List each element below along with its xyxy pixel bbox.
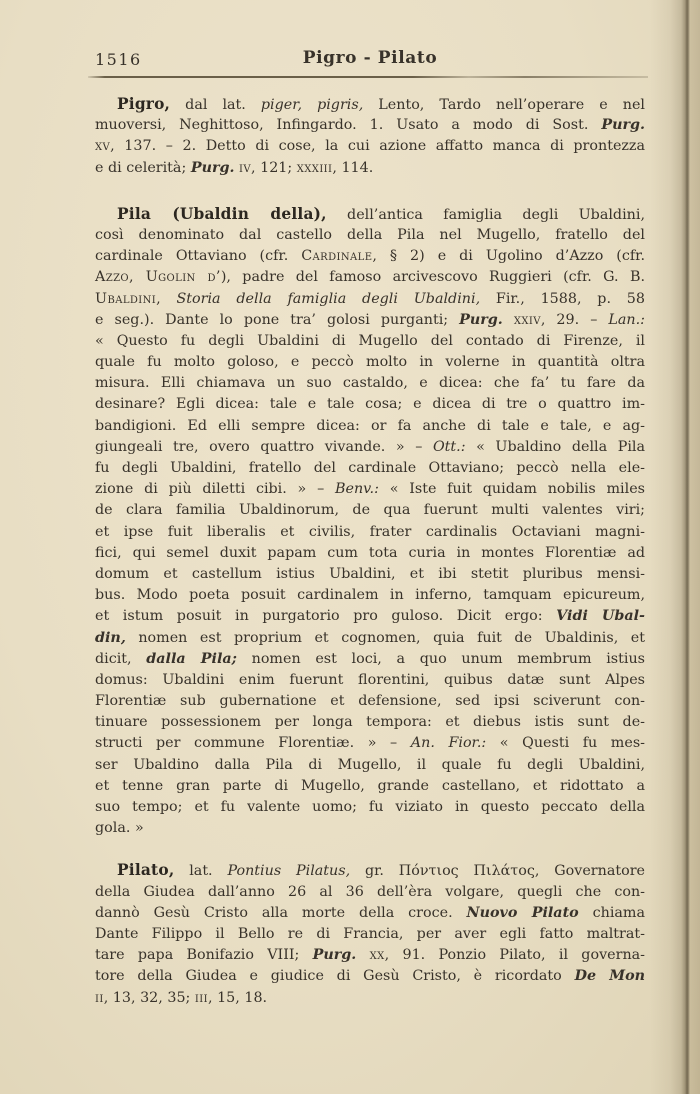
text-line <box>95 755 645 776</box>
text-segment: Purg. <box>312 947 357 964</box>
text-line <box>95 924 645 945</box>
text-segment: , 114. <box>332 159 374 176</box>
text-segment: , 29. – <box>540 311 609 328</box>
text-segment: zione di più diletti cibi. » – <box>95 481 335 498</box>
text-segment: Ott.: <box>432 438 466 455</box>
text-segment: misura. Elli chiamava un suo castaldo, e dicea: che fa’ tu fare da <box>95 375 645 392</box>
text-segment: Benv.: <box>335 481 379 498</box>
text-line <box>95 966 645 987</box>
text-segment: et ipse fuit liberalis et civilis, frater cardinalis Octaviani magni- <box>95 523 645 540</box>
text-segment: gr. Πόντιος Πιλάτος, Governatore <box>350 863 645 880</box>
text-segment: , § 2) e di Ugolino d’Azzo (cfr. <box>372 248 645 265</box>
text-segment: desinare? Egli dicea: tale e tale cosa; e dicea di tre o quattro im- <box>95 396 645 413</box>
text-segment: suo tempo; et fu valente uomo; fu viziato in questo peccato della <box>95 799 645 815</box>
text-segment: , <box>156 290 177 307</box>
text-line <box>95 204 645 225</box>
text-segment: xx <box>369 947 385 964</box>
text-line <box>95 458 645 479</box>
text-segment: « Questo fu degli Ubaldini di Mugello del contado di Firenze, il <box>95 332 645 349</box>
text-segment: Azzo, Ugolin d’ <box>95 269 221 286</box>
text-segment: e seg.). Dante lo pone tra’ golosi purganti; <box>95 311 460 328</box>
text-line <box>95 903 645 924</box>
text-segment: chiama <box>578 904 645 921</box>
text-segment: Pigro, <box>117 95 171 113</box>
text-line <box>95 416 645 437</box>
text-segment: Dante Filippo il Bello re di Francia, per aver egli fatto maltrat- <box>95 925 645 942</box>
text-segment: Purg. <box>459 311 503 328</box>
text-segment <box>503 312 514 328</box>
text-segment: tinuare possessionem per longa tempora: et diebus istis sunt de- <box>95 714 645 731</box>
text-line <box>95 158 645 179</box>
text-segment: Pila (Ubaldin della), <box>117 204 327 223</box>
text-segment: della Giudea dall’anno 26 al 36 dell’èra volgare, quegli che con- <box>95 883 645 900</box>
text-segment: et tenne gran parte di Mugello, grande castellano, et ridottato a <box>95 777 645 794</box>
text-line <box>95 246 645 267</box>
text-segment: « Ubaldino della Pila <box>465 438 645 455</box>
text-line <box>95 94 645 115</box>
text-segment: , 121; <box>251 159 297 176</box>
text-segment: et istum posuit in purgatorio pro guloso. Dicit ergo: <box>95 608 557 625</box>
text-segment: Ubaldini <box>95 290 157 307</box>
text-line <box>95 225 645 246</box>
text-segment: quale fu molto goloso, e peccò molto in volerne in quantità oltra <box>95 354 645 371</box>
text-segment: iv <box>239 159 252 176</box>
text-segment: domum et castellum istius Ubaldini, et ibi stetit pluribus mensi- <box>95 565 645 582</box>
text-segment: , 91. Ponzio Pilato, il governa- <box>384 947 646 964</box>
text-segment: dannò Gesù Cristo alla morte della croce. <box>95 904 467 921</box>
text-line <box>95 310 645 331</box>
book-binding-shadow <box>650 0 700 1094</box>
text-line <box>95 606 645 627</box>
text-line <box>95 945 645 966</box>
text-line <box>95 649 645 670</box>
text-segment: Pontius Pilatus, <box>227 863 351 880</box>
text-segment: Florentiæ sub gubernatione et defensione, sed ipsi sciverunt con- <box>95 693 645 710</box>
text-line <box>95 115 645 136</box>
text-line <box>95 331 645 352</box>
text-segment: fici, qui semel duxit papam cum tota curia in montes Florentiæ ad <box>95 544 645 561</box>
text-line <box>95 373 645 394</box>
text-line <box>95 522 645 543</box>
text-segment: Pilato, <box>117 861 175 880</box>
text-line <box>95 691 645 712</box>
text-segment: dicit, <box>95 650 147 667</box>
text-segment: tore della Giudea e giudice di Gesù Cristo, è ricordato <box>95 968 575 985</box>
text-segment: , 137. – 2. Detto di cose, la cui azione affatto manca di prontezza <box>110 138 645 155</box>
text-segment: piger, pigris, <box>260 97 364 113</box>
text-segment: De Mon <box>574 968 646 985</box>
text-segment: , 15, 18. <box>207 989 268 1006</box>
text-segment: Purg. <box>190 159 235 176</box>
text-segment: iii <box>194 989 208 1006</box>
text-segment: xv <box>95 138 111 155</box>
entry-pila <box>95 204 645 840</box>
text-segment: bus. Modo poeta posuit cardinalem in inferno, tamquam epicureum, <box>95 587 645 604</box>
text-segment: e di celerità; <box>95 159 191 176</box>
text-line <box>95 289 645 310</box>
entry-pilato <box>95 860 645 1008</box>
text-segment: giungeali tre, overo quattro vivande. » – <box>95 438 433 455</box>
text-segment: , 13, 32, 35; <box>103 989 195 1006</box>
text-segment: cardinale Ottaviano (cfr. <box>95 248 302 265</box>
text-segment: Cardinale <box>301 248 373 265</box>
text-segment: ii <box>95 989 104 1006</box>
text-line <box>95 479 645 500</box>
text-line <box>95 437 645 458</box>
text-segment: « Iste fuit quidam nobilis miles <box>378 481 645 498</box>
text-segment: structi per commune Florentiæ. » – <box>95 735 411 752</box>
text-line <box>95 564 645 585</box>
text-line <box>95 670 645 691</box>
text-segment <box>356 947 369 963</box>
text-segment: ), padre del famoso arcivescovo Ruggieri (cfr. G. B. <box>220 269 645 286</box>
text-line <box>95 352 645 373</box>
text-line <box>95 543 645 564</box>
text-segment: domus: Ubaldini enim fuerunt florentini, quibus datæ sunt Alpes <box>95 671 645 688</box>
text-segment: muoversi, Neghittoso, Infingardo. 1. Usato a modo di Sost. <box>95 117 602 134</box>
text-line <box>95 628 645 649</box>
text-segment: « Questi fu mes- <box>486 735 645 752</box>
text-segment: nomen est loci, a quo unum membrum istius <box>236 650 646 667</box>
text-segment: nomen est proprium et cognomen, quia fuit de Ubaldinis, et <box>125 629 645 646</box>
text-line <box>95 712 645 733</box>
text-segment: ser Ubaldino dalla Pila di Mugello, il quale fu degli Ubaldini, <box>95 756 645 773</box>
text-segment: Fir., 1588, p. 58 <box>480 290 645 307</box>
text-line <box>95 882 645 903</box>
text-segment: dell’antica famiglia degli Ubaldini, <box>326 206 645 223</box>
text-segment: An. Fior.: <box>410 735 487 752</box>
page-body <box>95 94 645 1009</box>
text-segment: dal lat. <box>170 97 261 113</box>
text-segment: Purg. <box>601 117 645 134</box>
header-rule-divider <box>88 76 648 78</box>
text-line <box>95 394 645 415</box>
text-line <box>95 500 645 521</box>
text-segment: tare papa Bonifazio VIII; <box>95 947 313 964</box>
text-segment: de clara familia Ubaldinorum, de qua fuerunt multi valentes viri; <box>95 502 645 519</box>
running-header-title: Pigro - Pilato <box>302 48 438 68</box>
text-segment: xxiv <box>513 311 541 328</box>
text-line <box>95 267 645 288</box>
text-segment: lat. <box>174 863 228 880</box>
text-segment: din, <box>95 629 126 646</box>
text-line <box>95 136 645 157</box>
text-line <box>95 860 645 881</box>
text-segment: gola. » <box>95 820 144 837</box>
text-line <box>95 733 645 754</box>
text-line <box>95 776 645 797</box>
text-line <box>95 585 645 606</box>
text-segment: Vidi Ubal- <box>556 608 645 625</box>
text-segment: Lan.: <box>608 311 645 328</box>
text-segment: xxxiii <box>296 159 333 176</box>
text-segment: Lento, Tardo nell’operare e nel <box>363 97 645 113</box>
text-line <box>95 988 645 1009</box>
text-segment: bandigioni. Ed elli sempre dicea: or fa anche di tale e tale, e ag- <box>95 417 645 434</box>
text-segment: così denominato dal castello della Pila nel Mugello, fratello del <box>95 226 645 243</box>
text-segment: dalla Pila; <box>146 650 237 667</box>
page-number: 1516 <box>95 50 142 69</box>
text-segment: Storia della famiglia degli Ubaldini, <box>176 290 481 307</box>
text-line <box>95 818 645 839</box>
text-line <box>95 797 645 818</box>
text-segment: Nuovo Pilato <box>466 904 579 921</box>
text-segment: fu degli Ubaldini, fratello del cardinale Ottaviano; peccò nella ele- <box>95 460 645 476</box>
entry-pigro <box>95 94 645 179</box>
